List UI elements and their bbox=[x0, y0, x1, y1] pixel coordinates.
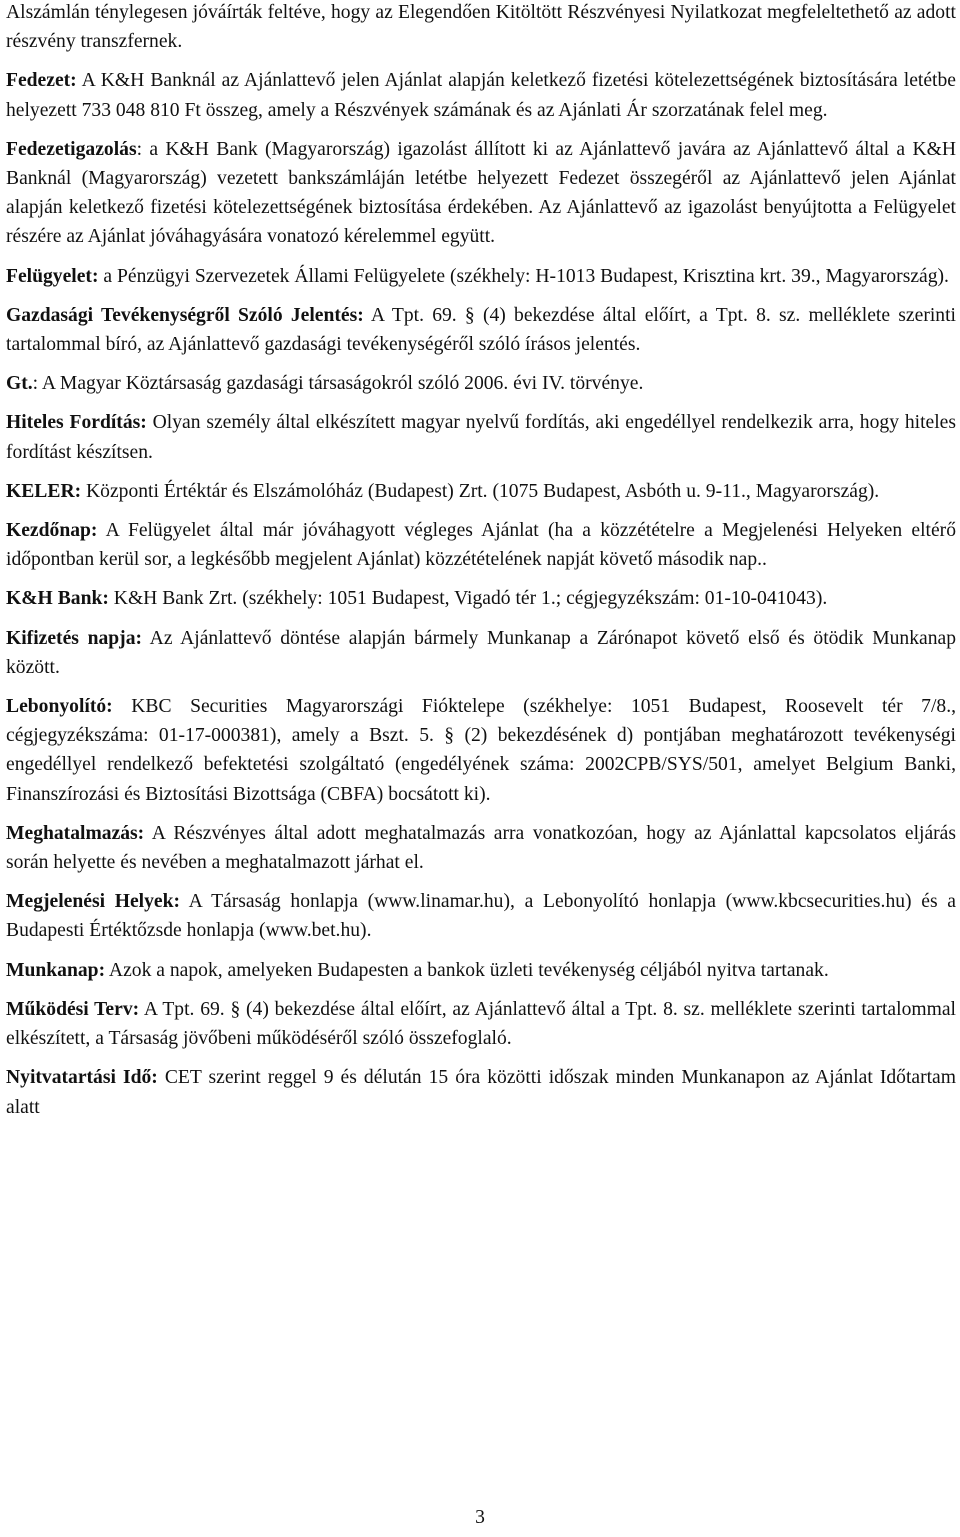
definition-term: Fedezetigazolás bbox=[6, 138, 137, 160]
definition-text: A Részvényes által adott meghatalmazás arra vonatkozóan, hogy az Ajánlattal kapcsolatos eljárás során helyette és nevében a meghatalmazott járhat el. bbox=[6, 822, 956, 874]
definition-text: A K&H Banknál az Ajánlattevő jelen Ajánlat alapján keletkező fizetési kötelezettségének biztosítására letétbe helyezett 733 048 810 Ft összeg, amely a Részvények számának és az Ajánlati Ár szorzatának felel meg. bbox=[6, 70, 956, 121]
definition-term: Felügyelet: bbox=[6, 265, 99, 287]
definition-term: Kezdőnap: bbox=[6, 520, 98, 542]
definition-term: Munkanap: bbox=[6, 959, 106, 981]
definition-text: Az Ajánlattevő döntése alapján bármely Munkanap a Zárónapot követő első és ötödik Munkanap között. bbox=[6, 627, 956, 678]
definition-nyitvatartasi-ido bbox=[6, 1063, 956, 1121]
definition-text: a Pénzügyi Szervezetek Állami Felügyelete (székhely: H-1013 Budapest, Krisztina krt. 39., Magyarország). bbox=[98, 265, 949, 287]
definition-meghatalmazas bbox=[6, 819, 956, 877]
page-number: 3 bbox=[475, 1507, 485, 1528]
definition-lebonyolito bbox=[6, 692, 956, 809]
definition-text: Központi Értéktár és Elszámolóház (Budapest) Zrt. (1075 Budapest, Asbóth u. 9-11., Magyarország). bbox=[81, 480, 880, 502]
definition-text: Azok a napok, amelyeken Budapesten a bankok üzleti tevékenység céljából nyitva tartanak. bbox=[105, 959, 829, 981]
definition-fedezetigazolas bbox=[6, 135, 956, 252]
paragraph-alszamla bbox=[6, 0, 956, 56]
document-body bbox=[6, 0, 956, 1132]
definition-megjelenesi-helyek bbox=[6, 887, 956, 945]
definition-text: A Felügyelet által már jóváhagyott végleges Ajánlat (ha a közzétételre a Megjelenési Helyeken eltérő időpontban kerül sor, a legkésőbb megjelent Ajánlat) közzétételének napját követő második nap.. bbox=[6, 520, 956, 571]
definition-munkanap bbox=[6, 956, 956, 985]
definition-term: Kifizetés napja: bbox=[6, 627, 143, 649]
definition-gazdasagi-jelentes bbox=[6, 301, 956, 359]
definition-text: A Társaság honlapja (www.linamar.hu), a Lebonyolító honlapja (www.kbcsecurities.hu) és a Budapesti Értéktőzsde honlapja (www.bet.hu). bbox=[6, 891, 956, 942]
definition-fedezet bbox=[6, 66, 956, 124]
definition-term: Nyitvatartási Idő: bbox=[6, 1067, 158, 1089]
definition-text: K&H Bank Zrt. (székhely: 1051 Budapest, Vigadó tér 1.; cégjegyzékszám: 01-10-041043). bbox=[108, 588, 828, 610]
definition-text: Olyan személy által elkészített magyar nyelvű fordítás, aki engedéllyel rendelkezik arra, hogy hiteles fordítást készítsen. bbox=[6, 412, 956, 463]
definition-text: A Tpt. 69. § (4) bekezdése által előírt, az Ajánlattevő által a Tpt. 8. sz. melléklete szerinti tartalommal elkészített, a Társaság jövőbeni működéséről szóló összefoglaló. bbox=[6, 998, 956, 1050]
definition-gt bbox=[6, 369, 956, 398]
definition-term: Hiteles Fordítás: bbox=[6, 412, 147, 434]
definition-text: CET szerint reggel 9 és délután 15 óra közötti időszak minden Munkanapon az Ajánlat Időtartam alatt bbox=[6, 1067, 956, 1118]
definition-term: Meghatalmazás: bbox=[6, 822, 145, 844]
definition-term: Megjelenési Helyek: bbox=[6, 891, 181, 913]
definition-term: KELER: bbox=[6, 480, 82, 502]
definition-term: Fedezet: bbox=[6, 70, 77, 92]
definition-felugyelet bbox=[6, 262, 956, 291]
definition-text: KBC Securities Magyarországi Fióktelepe (székhelye: 1051 Budapest, Roosevelt tér 7/8., cégjegyzékszáma: 01-17-000381), amely a Bszt. 5. § (2) bekezdésének d) pontjában meghatározott tevékenységi engedéllyel rendelkező befektetési szolgáltató (engedélyének száma: 2002CPB/SYS/501, amelyet Belgium Banki, Finanszírozási és Biztosítási Bizottsága (CBFA) bocsátott ki). bbox=[6, 696, 956, 805]
definition-text: : a K&H Bank (Magyarország) igazolást állított ki az Ajánlattevő javára az Ajánlattevő által a K&H Banknál (Magyarország) vezetett bankszámláján letétbe helyezett Fedezet összegéről az Ajánlattevő jelen Ajánlat alapján keletkező fizetési kötelezettségének biztosítása érdekében. Az Ajánlattevő az igazolást benyújtotta a Felügyelet részére az Ajánlat jóváhagyására vonatozó kérelemmel együtt. bbox=[6, 138, 956, 248]
definition-kifizetes-napja bbox=[6, 624, 956, 682]
definition-hiteles-forditas bbox=[6, 408, 956, 466]
definition-kh-bank bbox=[6, 584, 956, 613]
definition-term: Gt. bbox=[6, 373, 33, 395]
definition-text: A Tpt. 69. § (4) bekezdése által előírt, a Tpt. 8. sz. melléklete szerinti tartalommal bíró, az Ajánlattevő gazdasági tevékenységéről szóló írásos jelentés. bbox=[6, 304, 956, 356]
definition-term: Működési Terv: bbox=[6, 998, 140, 1020]
definition-kezdonap bbox=[6, 516, 956, 574]
definition-keler bbox=[6, 477, 956, 506]
definition-term: K&H Bank: bbox=[6, 588, 109, 610]
definition-term: Lebonyolító: bbox=[6, 696, 113, 718]
definition-term: Gazdasági Tevékenységről Szóló Jelentés: bbox=[6, 304, 364, 326]
paragraph-text: Alszámlán ténylegesen jóváírták feltéve, hogy az Elegendően Kitöltött Részvényesi Nyilatkozat megfeleltethető az adott részvény transzfernek. bbox=[6, 2, 956, 53]
definition-mukodesi-terv bbox=[6, 995, 956, 1053]
definition-text: : A Magyar Köztársaság gazdasági társaságokról szóló 2006. évi IV. törvénye. bbox=[32, 373, 644, 395]
